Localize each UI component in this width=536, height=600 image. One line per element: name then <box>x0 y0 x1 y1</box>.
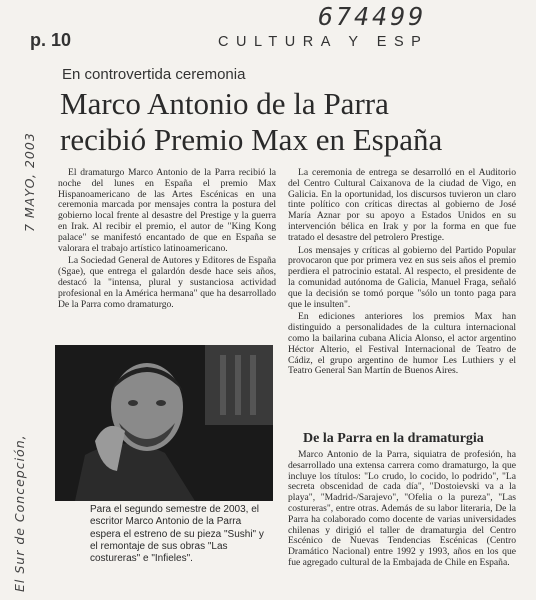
handwritten-date: 7 MAYO, 2003 <box>22 132 37 232</box>
author-photo <box>55 345 273 501</box>
page-number: p. 10 <box>30 30 72 50</box>
headline-line-2: recibió Premio Max en España <box>60 122 443 157</box>
paragraph: La ceremonia de entrega se desarrolló en el Auditorio del Centro Cultural Caixanova de la ciudad de Vigo, en Galicia. En la oportunidad, los discursos tuvieron un claro tinte político con críticas directas al gobierno de José María Aznar por su apoyo a Estados Unidos en su intervención bélica en Irak y por la forma en que fue tratado el desastre del petrolero Prestige. <box>288 167 516 243</box>
section-name: CULTURA Y ESP <box>218 34 429 50</box>
photo-caption: Para el segundo semestre de 2003, el escritor Marco Antonio de la Parra espera el estreno de su pieza "Sushi" y el remontaje de sus obras "Las costureras" e "Infieles". <box>90 504 264 565</box>
article-kicker: En controvertida ceremonia <box>62 66 246 83</box>
paragraph: La Sociedad General de Autores y Editores de España (Sgae), que entrega el galardón desde hace seis años, destacó la "intensa, plural y sustanciosa actividad profesional en la América hermana" que ha desarrollado De la Parra como dramaturgo. <box>58 255 276 310</box>
article-column-left <box>58 168 276 312</box>
section-subheading: De la Parra en la dramaturgia <box>303 431 484 446</box>
paragraph: Marco Antonio de la Parra, siquiatra de profesión, ha desarrollado una extensa carrera como dramaturgo, la que incluye los títulos: "Lo crudo, lo cocido, lo podrido", "La secreta obscenidad de cada día", "Dostoievski va a la playa", "Madrid-/Sarajevo", "Ofelia o la pureza", "Las costureras", entre otras. Además de su labor literaria, De la Parra ha colaborado como docente de varias universidades chilenas y dirigió el taller de dramaturgia del Centro Escénico de Nuevas Tendencias Escénicas (Centro Dramático Nacional) entre 1992 y 1993, años en los que fue agregado cultural de la Embajada de Chile en España. <box>288 449 516 568</box>
portrait-illustration <box>55 345 273 501</box>
handwritten-source: El Sur de Concepción, <box>12 434 27 592</box>
article-column-right-continued <box>288 450 516 571</box>
article-column-right <box>288 168 516 379</box>
paragraph: Los mensajes y críticas al gobierno del Partido Popular provocaron que por primera vez en sus seis años el premio perdiera el patrocinio estatal. Al respecto, el presidente de la comunidad autónoma de Galicia, Manuel Fraga, señaló que la decisión se tomó porque "sólo un tonto paga para que le insulten". <box>288 244 516 310</box>
article-headline <box>60 86 530 158</box>
paragraph: El dramaturgo Marco Antonio de la Parra recibió la noche del lunes en España el premio Max Hispanoamericano de las Artes Escénicas en una ceremonia marcada por mensajes contra la postura del gobierno local frente al desastre del Prestige y la guerra en Irak. Al recibir el premio, el autor de "King Kong palace" se manifestó encantado de que en España se valorara el trabajo artístico latinoamericano. <box>58 167 276 254</box>
paragraph: En ediciones anteriores los premios Max han distinguido a personalidades de la cultura internacional como la bailarina cubana Alicia Alonso, el actor argentino Héctor Alterio, el Festival Internacional de Teatro de Cádiz, el grupo argentino de humor Les Luthiers y el Teatro General San Martín de Buenos Aires. <box>288 311 516 377</box>
handwritten-archive-number: 674499 <box>318 2 427 31</box>
headline-line-1: Marco Antonio de la Parra <box>60 86 389 121</box>
